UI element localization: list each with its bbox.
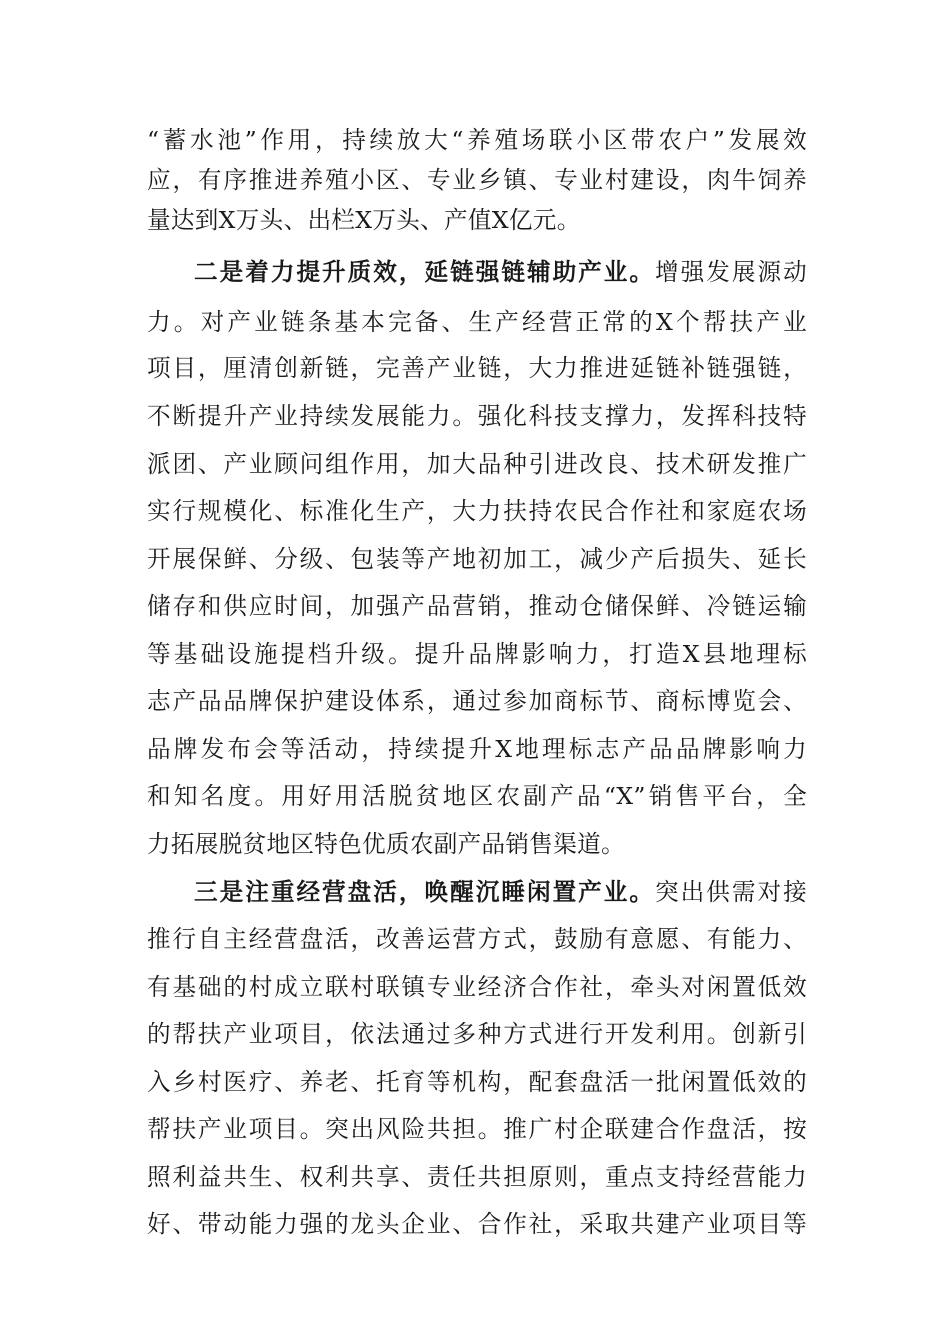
paragraph-3-line-7: 照利益共生、权利共享、责任共担原则，重点支持经营能力 [147, 1163, 807, 1191]
paragraph-3-line-6: 帮扶产业项目。突出风险共担。推广村企联建合作盘活，按 [147, 1115, 807, 1143]
paragraph-2-line-13: 力拓展脱贫地区特色优质农副产品销售渠道。 [147, 830, 625, 858]
paragraph-2-line-11: 品牌发布会等活动，持续提升X地理标志产品品牌影响力 [147, 735, 807, 763]
paragraph-2-line-4: 不断提升产业持续发展能力。强化科技支撑力，发挥科技特 [147, 402, 807, 430]
paragraph-1-line-3: 量达到X万头、出栏X万头、产值X亿元。 [147, 206, 581, 234]
paragraph-2-line-12: 和知名度。用好用活脱贫地区农副产品“X”销售平台，全 [147, 782, 807, 810]
paragraph-1-line-2: 应，有序推进养殖小区、专业乡镇、专业村建设，肉牛饲养 [147, 166, 807, 194]
paragraph-2-first-line-rest: 增强发展源动 [655, 258, 807, 286]
paragraph-2-line-3: 项目，厘清创新链，完善产业链，大力推进延链补链强链， [147, 354, 807, 382]
paragraph-3-line-5: 入乡村医疗、养老、托育等机构，配套盘活一批闲置低效的 [147, 1068, 807, 1096]
paragraph-3-first-line-rest: 突出供需对接 [655, 878, 807, 906]
paragraph-2-line-7: 开展保鲜、分级、包装等产地初加工，减少产后损失、延长 [147, 545, 807, 573]
paragraph-2-line-6: 实行规模化、标准化生产，大力扶持农民合作社和家庭农场 [147, 497, 807, 525]
paragraph-3-line-3: 有基础的村成立联村联镇专业经济合作社，牵头对闲置低效 [147, 973, 807, 1001]
paragraph-2-line-5: 派团、产业顾问组作用，加大品种引进改良、技术研发推广 [147, 450, 807, 478]
paragraph-2-line-9: 等基础设施提档升级。提升品牌影响力，打造X县地理标 [147, 640, 807, 668]
paragraph-1-line-1: “蓄水池”作用，持续放大“养殖场联小区带农户”发展效 [147, 126, 807, 154]
paragraph-3-line-8: 好、带动能力强的龙头企业、合作社，采取共建产业项目等 [147, 1210, 807, 1238]
paragraph-2-line-8: 储存和供应时间，加强产品营销，推动仓储保鲜、冷链运输 [147, 592, 807, 620]
paragraph-2-heading: 二是着力提升质效，延链强链辅助产业。 [194, 258, 656, 286]
paragraph-2-line-10: 志产品品牌保护建设体系，通过参加商标节、商标博览会、 [147, 687, 807, 715]
paragraph-2-line-2: 力。对产业链条基本完备、生产经营正常的X个帮扶产业 [147, 308, 807, 336]
paragraph-3-line-1 [194, 872, 807, 912]
paragraph-3-line-4: 的帮扶产业项目，依法通过多种方式进行开发利用。创新引 [147, 1020, 807, 1048]
paragraph-3-heading: 三是注重经营盘活，唤醒沉睡闲置产业。 [194, 878, 656, 906]
paragraph-2-line-1 [194, 252, 807, 292]
paragraph-3-line-2: 推行自主经营盘活，改善运营方式，鼓励有意愿、有能力、 [147, 925, 807, 953]
